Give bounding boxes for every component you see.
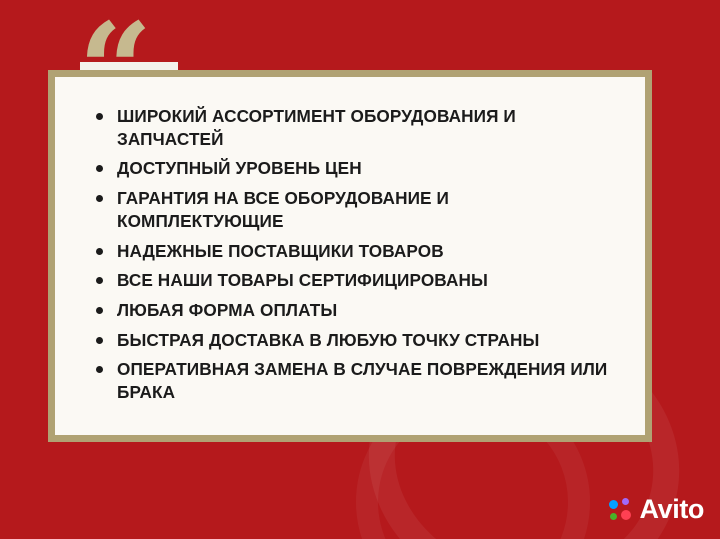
list-item: ВСЕ НАШИ ТОВАРЫ СЕРТИФИЦИРОВАНЫ [91,269,619,292]
features-list [91,105,619,404]
list-item: НАДЕЖНЫЕ ПОСТАВЩИКИ ТОВАРОВ [91,240,619,263]
list-item: ДОСТУПНЫЙ УРОВЕНЬ ЦЕН [91,157,619,180]
avito-dots-icon [609,498,633,522]
list-item: ШИРОКИЙ АССОРТИМЕНТ ОБОРУДОВАНИЯ И ЗАПЧАСТЕЙ [91,105,619,150]
list-item: ГАРАНТИЯ НА ВСЕ ОБОРУДОВАНИЕ И КОМПЛЕКТУЮЩИЕ [91,187,619,232]
list-item: ЛЮБАЯ ФОРМА ОПЛАТЫ [91,299,619,322]
list-item: ОПЕРАТИВНАЯ ЗАМЕНА В СЛУЧАЕ ПОВРЕЖДЕНИЯ ИЛИ БРАКА [91,358,619,403]
avito-watermark-label: Avito [639,494,704,524]
features-card [48,70,652,442]
avito-watermark [609,494,705,525]
list-item: БЫСТРАЯ ДОСТАВКА В ЛЮБУЮ ТОЧКУ СТРАНЫ [91,329,619,352]
features-card-inner [55,77,645,431]
